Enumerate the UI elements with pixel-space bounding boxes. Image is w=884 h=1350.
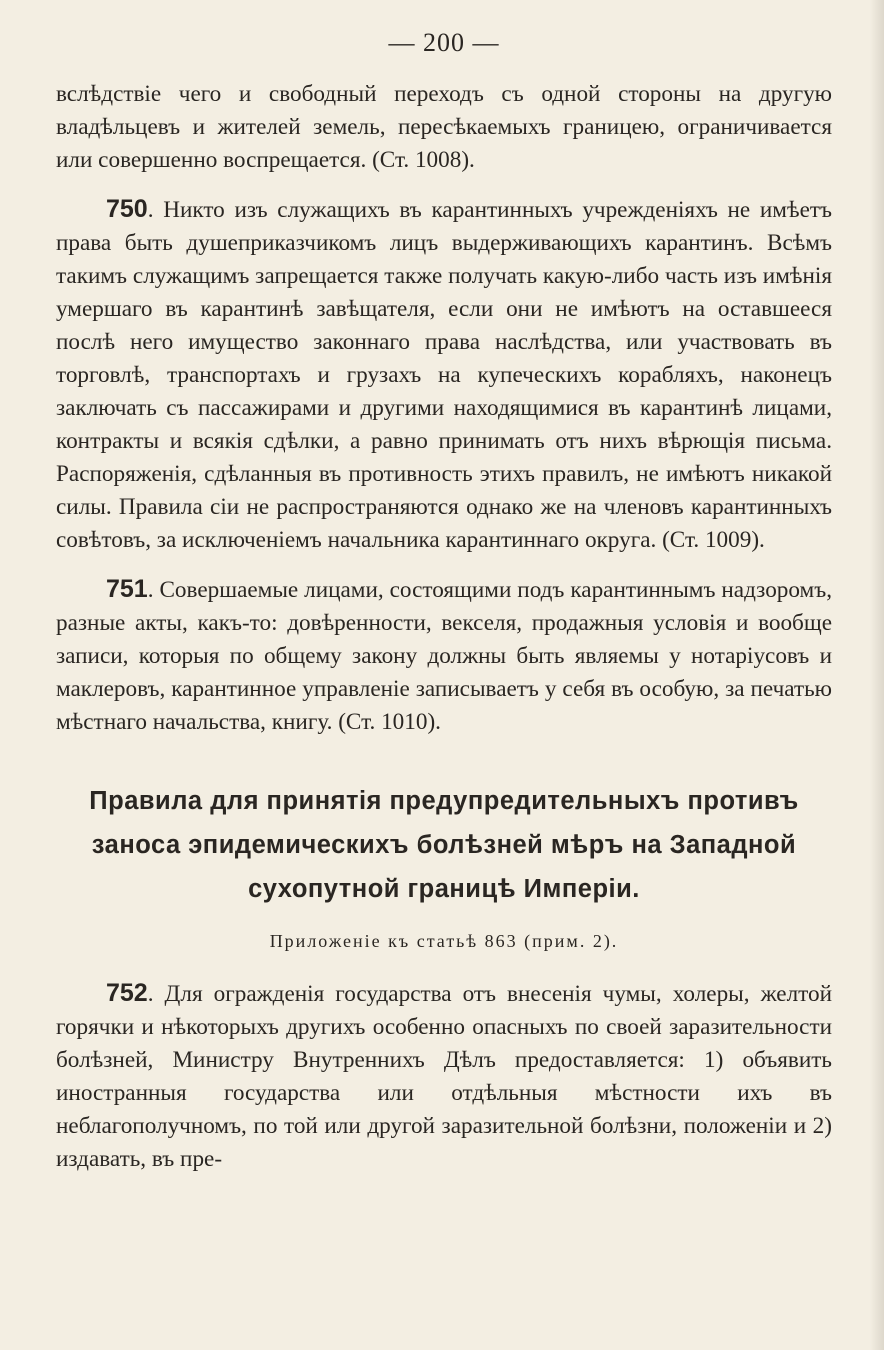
paragraph-text: вслѣдствіе чего и свободный переходъ съ одной стороны на другую владѣльцевъ и жителей земель, пересѣкаемыхъ границею, ограничивается или совершенно воспрещается. (Ст. 1008).	[56, 81, 832, 173]
page-edge-shadow	[870, 0, 884, 1350]
paragraph-continuation	[56, 78, 832, 177]
article-number: 750	[106, 195, 148, 223]
appendix-reference: Приложеніе къ статьѣ 863 (прим. 2).	[269, 931, 619, 951]
article-751	[56, 573, 832, 739]
section-title: Правила для принятія предупредительныхъ противъ заноса эпидемическихъ болѣзней мѣръ на Западной сухопутной границѣ Имперіи.	[89, 787, 799, 903]
article-752	[56, 977, 832, 1176]
article-number: 751	[106, 575, 148, 603]
article-text: . Для огражденія государства отъ внесенія чумы, холеры, желтой горячки и нѣкоторыхъ другихъ особенно опасныхъ по своей заразительности болѣзней, Министру Внутреннихъ Дѣлъ предоставляется: 1) объявить иностранныя государства или отдѣльныя мѣстности ихъ въ неблагополучномъ, по той или другой заразительной болѣзни, положеніи и 2) издавать, въ пре-	[56, 981, 832, 1172]
article-750	[56, 193, 832, 557]
article-text: . Совершаемые лицами, состоящими подъ карантиннымъ надзоромъ, разные акты, какъ-то: довѣренности, векселя, продажныя условія и вообще записи, которыя по общему закону должны быть являемы у нотаріусовъ и маклеровъ, карантинное управленіе записываетъ у себя въ особую, за печатью мѣстнаго начальства, книгу. (Ст. 1010).	[56, 577, 832, 735]
article-text: . Никто изъ служащихъ въ карантинныхъ учрежденіяхъ не имѣетъ права быть душеприказчикомъ лицъ выдерживающихъ карантинъ. Всѣмъ такимъ служащимъ запрещается также получать какую-либо часть изъ имѣнія умершаго въ карантинѣ завѣщателя, если они не имѣютъ на оставшееся послѣ него имущество законнаго права наслѣдства, или участвовать въ торговлѣ, транспортахъ и грузахъ на купеческихъ корабляхъ, наконецъ заключать съ пассажирами и другими находящимися въ карантинѣ лицами, контракты и всякія сдѣлки, а равно принимать отъ нихъ вѣрющія письма. Распоряженія, сдѣланныя въ противность этихъ правилъ, не имѣютъ никакой силы. Правила сіи не распространяются однако же на членовъ карантинныхъ совѣтовъ, за исключеніемъ начальника карантиннаго округа. (Ст. 1009).	[56, 197, 832, 553]
article-number: 752	[106, 979, 148, 1007]
page-number: — 200 —	[388, 28, 500, 57]
